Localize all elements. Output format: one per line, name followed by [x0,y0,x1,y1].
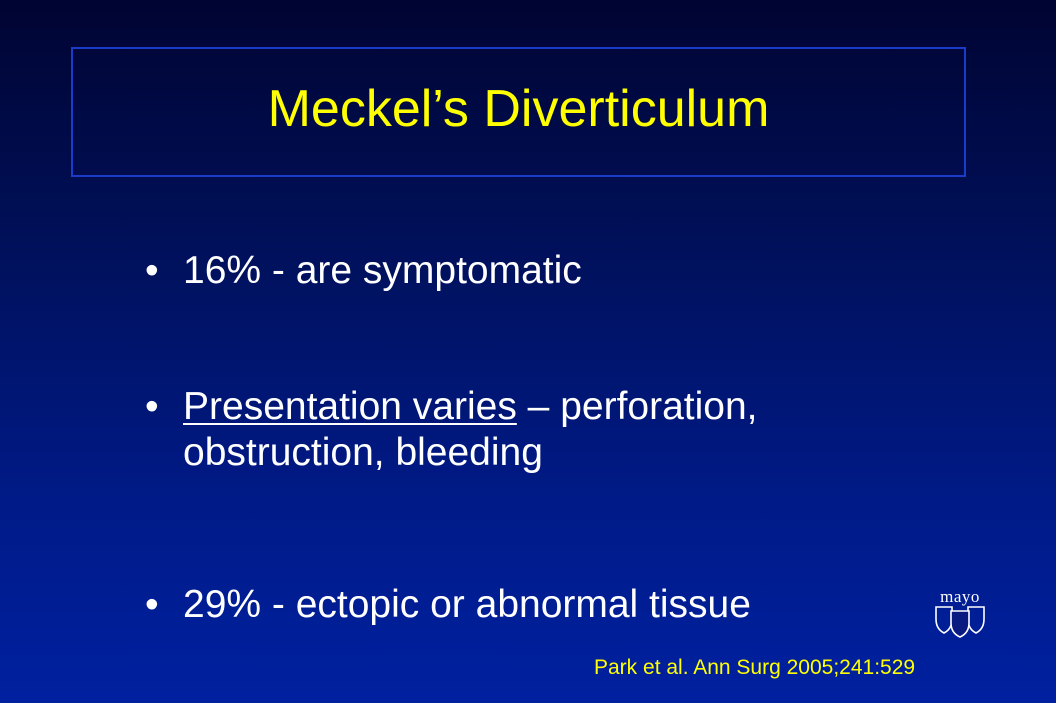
bullet-marker: • [145,385,159,428]
slide-title: Meckel’s Diverticulum [267,80,770,138]
bullet-marker: • [145,583,159,626]
bullet-item [145,582,751,628]
bullet-text: 16% - are symptomatic [183,249,582,292]
mayo-shields-logo-icon [934,605,986,639]
bullet-text: 29% - ectopic or abnormal tissue [183,583,751,626]
bullet-marker: • [145,249,159,292]
title-box [71,47,966,177]
bullet-text [183,384,925,476]
logo-text: mayo [940,587,980,606]
underlined-phrase: Presentation varies [183,385,517,428]
bullet-item [145,384,925,476]
mayo-logo [932,588,988,640]
bullet-item [145,248,582,294]
bullet-text-rest: – perforation, obstruction, bleeding [183,385,758,475]
citation: Park et al. Ann Surg 2005;241:529 [594,656,916,679]
